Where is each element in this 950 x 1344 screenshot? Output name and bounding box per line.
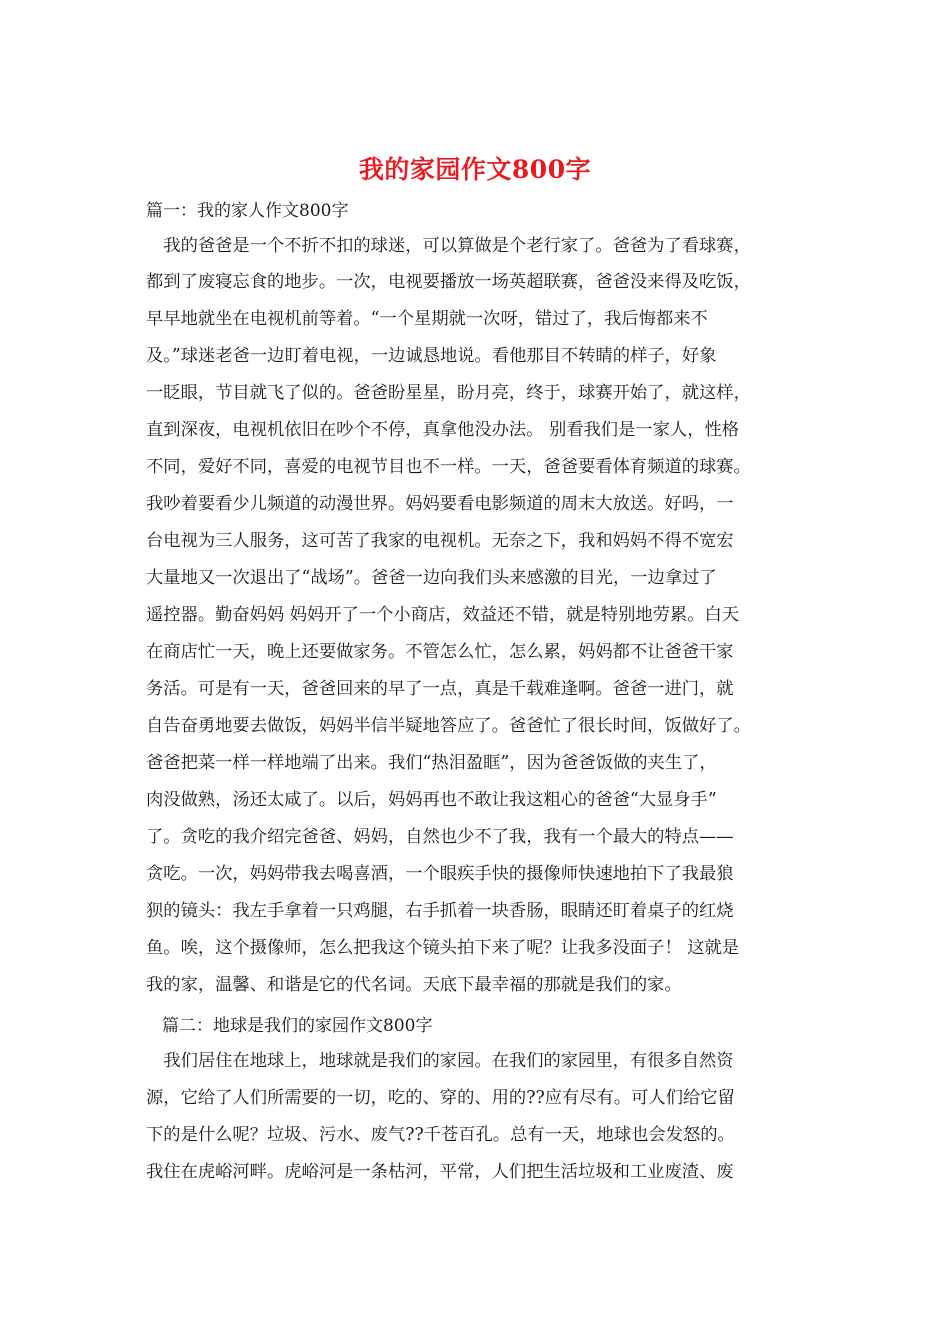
paragraph-line: 贪吃。一次，妈妈带我去喝喜酒，一个眼疾手快的摄像师快速地拍下了我最狼 [146,864,734,884]
paragraph-line: 早早地就坐在电视机前等着。“一个星期就一次呀，错过了，我后悔都来不 [146,309,708,329]
paragraph-line: 不同，爱好不同，喜爱的电视节目也不一样。一天，爸爸要看体育频道的球赛。 [146,457,751,477]
paragraph-line: 直到深夜，电视机依旧在吵个不停，真拿他没办法。 别看我们是一家人，性格 [146,420,740,440]
paragraph-line: 了。贪吃的我介绍完爸爸、妈妈，自然也少不了我，我有一个最大的特点—— [146,827,734,847]
paragraph-line: 在商店忙一天，晚上还要做家务。不管怎么忙，怎么累，妈妈都不让爸爸干家 [146,642,734,662]
paragraph-line: 我的家，温馨、和谐是它的代名词。天底下最幸福的那就是我们的家。 [146,975,682,995]
paragraph-line: 我吵着要看少儿频道的动漫世界。妈妈要看电影频道的周末大放送。好吗，一 [146,494,734,514]
paragraph-line: 自告奋勇地要去做饭，妈妈半信半疑地答应了。爸爸忙了很长时间，饭做好了。 [146,716,751,736]
paragraph-line: 我住在虎峪河畔。虎峪河是一条枯河，平常，人们把生活垃圾和工业废渣、废 [146,1162,734,1182]
paragraph-line: 及。”球迷老爸一边盯着电视，一边诚恳地说。看他那目不转睛的样子，好象 [146,346,717,366]
paragraph-line: 务活。可是有一天，爸爸回来的早了一点，真是千载难逢啊。爸爸一进门，就 [146,679,734,699]
paragraph-line: 爸爸把菜一样一样地端了出来。我们“热泪盈眶”，因为爸爸饭做的夹生了， [146,753,717,773]
paragraph-line: 狈的镜头：我左手拿着一只鸡腿，右手抓着一块香肠，眼睛还盯着桌子的红烧 [146,901,734,921]
paragraph-line: 下的是什么呢？垃圾、污水、废气??千苍百孔。总有一天，地球也会发怒的。 [146,1125,735,1145]
paragraph-line: 源，它给了人们所需要的一切，吃的、穿的、用的??应有尽有。可人们给它留 [146,1088,735,1108]
paragraph-line: 台电视为三人服务，这可苦了我家的电视机。无奈之下，我和妈妈不得不宽宏 [146,531,734,551]
section-heading-1: 篇一：我的家人作文800字 [146,201,349,221]
section-heading-2: 篇二：地球是我们的家园作文800字 [162,1016,433,1036]
paragraph-line: 我们居住在地球上，地球就是我们的家园。在我们的家园里，有很多自然资 [146,1051,734,1071]
paragraph-line: 遥控器。勤奋妈妈 妈妈开了一个小商店，效益还不错，就是特别地劳累。白天 [146,605,740,625]
paragraph-line: 都到了废寝忘食的地步。一次，电视要播放一场英超联赛，爸爸没来得及吃饭， [146,272,751,292]
paragraph-line: 大量地又一次退出了“战场”。爸爸一边向我们头来感激的目光，一边拿过了 [146,568,717,588]
paragraph-line: 鱼。唉，这个摄像师，怎么把我这个镜头拍下来了呢？让我多没面子！ 这就是 [146,938,740,958]
document-title: 我的家园作文800字 [358,155,592,184]
paragraph-line: 肉没做熟，汤还太咸了。以后，妈妈再也不敢让我这粗心的爸爸“大显身手” [146,790,717,810]
paragraph-line: 一眨眼，节目就飞了似的。爸爸盼星星，盼月亮，终于，球赛开始了，就这样， [146,383,751,403]
paragraph-line: 我的爸爸是一个不折不扣的球迷，可以算做是个老行家了。爸爸为了看球赛， [146,236,751,256]
